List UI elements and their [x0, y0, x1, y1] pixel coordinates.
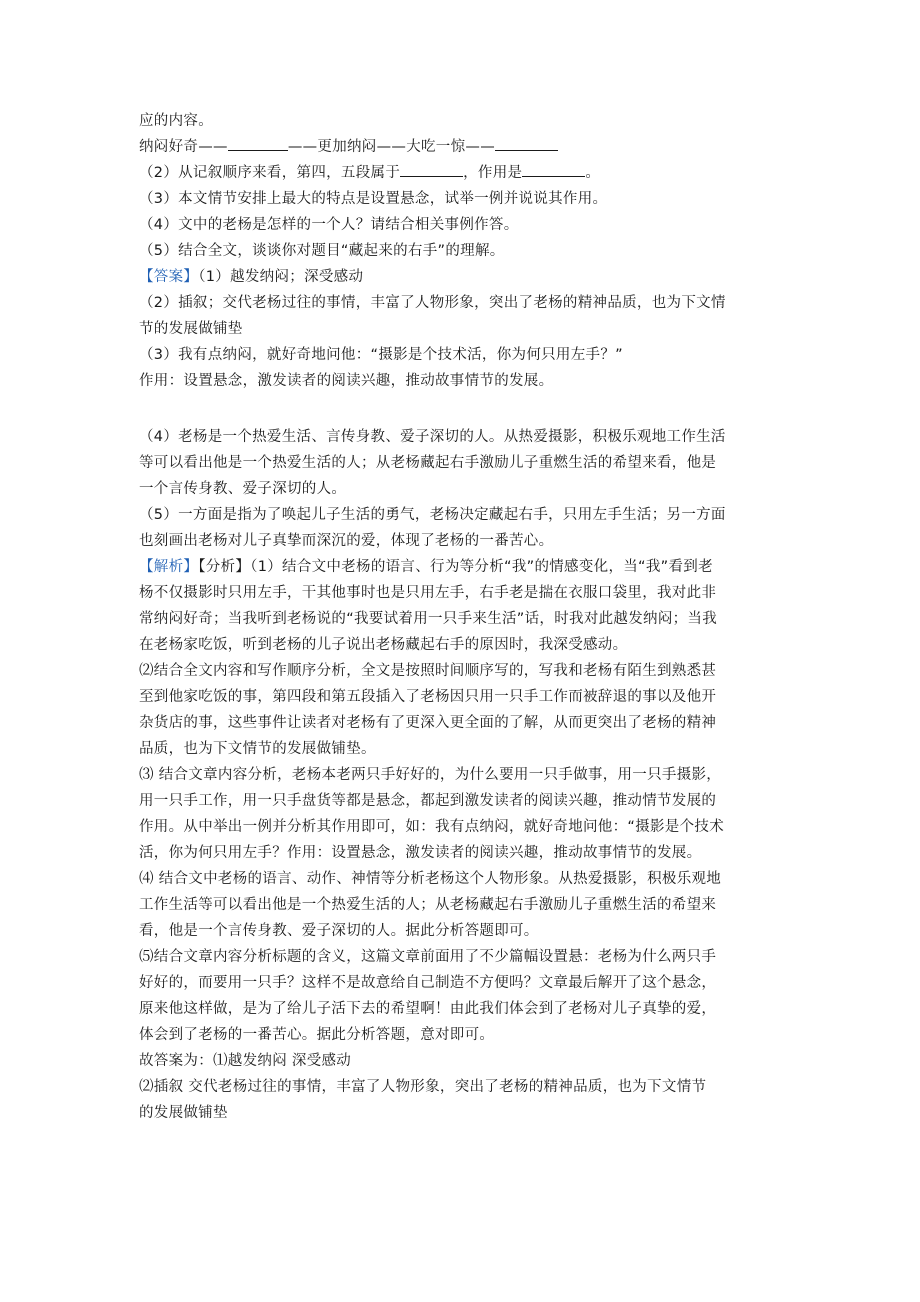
question-1-sequence [139, 134, 784, 160]
final-answer-2-line: 的发展做铺垫 [139, 1105, 228, 1121]
answer-1-text: （1）越发纳闷；深受感动 [198, 269, 364, 285]
spacer [139, 394, 784, 424]
document-page [139, 108, 784, 1126]
analysis-2-line: 杂货店的事，这些事件让读者对老杨有了更深入更全面的了解，从而更突出了老杨的精神 [139, 715, 717, 731]
analysis-2-line: 至到他家吃饭的事，第四段和第五段插入了老杨因只用一只手工作而被辞退的事以及他开 [139, 689, 717, 705]
q2-blank-1[interactable] [400, 160, 463, 177]
analysis-1-line: 在老杨家吃饭，听到老杨的儿子说出老杨藏起右手的原因时，我深受感动。 [139, 637, 628, 653]
q2-blank-2[interactable] [522, 160, 585, 177]
analysis-1-text: （1）结合文中老杨的语言、行为等分析“我”的情感变化，当“我”看到老 [250, 559, 713, 575]
q2-text-a: （2）从记叙顺序来看，第四，五段属于 [139, 165, 401, 181]
question-5: （5）结合全文，谈谈你对题目“藏起来的右手”的理解。 [139, 243, 505, 259]
answer-2-line: 节的发展做铺垫 [139, 321, 243, 337]
answer-tag: 【答案】 [139, 269, 199, 285]
analysis-3-line: ⑶ 结合文章内容分析，老杨本老两只手好好的，为什么要用一只手做事，用一只手摄影， [139, 767, 722, 783]
answer-5-line: （5）一方面是指为了唤起儿子生活的勇气，老杨决定藏起右手，只用左手生活；另一方面 [139, 507, 726, 523]
analysis-5-line: 原来他这样做，是为了给儿子活下去的希望啊！由此我们体会到了老杨对儿子真挚的爱， [139, 1001, 717, 1017]
q2-text-c: 。 [585, 165, 601, 181]
analysis-3-line: 作用。从中举出一例并分析其作用即可，如：我有点纳闷，就好奇地问他：“摄影是个技术 [139, 819, 725, 835]
fenxi-tag: 【分析】 [198, 559, 251, 575]
analysis-4-line: ⑷ 结合文中老杨的语言、动作、神情等分析老杨这个人物形象。从热爱摄影，积极乐观地 [139, 871, 722, 887]
analysis-3-line: 用一只手工作，用一只手盘货等都是悬念，都起到激发读者的阅读兴趣，推动情节发展的 [139, 793, 717, 809]
analysis-tag: 【解析】 [139, 559, 199, 575]
answer-3: （3）我有点纳闷，就好奇地问他：“摄影是个技术活，你为何只用左手？” [139, 347, 623, 363]
analysis-1-first [139, 554, 784, 580]
q1-blank-2[interactable] [495, 134, 558, 151]
answer-2-line: （2）插叙；交代老杨过往的事情，丰富了人物形象，突出了老杨的精神品质，也为下文情 [139, 295, 726, 311]
answer-1 [139, 264, 784, 290]
q2-text-b: ，作用是 [463, 165, 523, 181]
analysis-2-line: 品质，也为下文情节的发展做铺垫。 [139, 741, 376, 757]
q1-blank-1[interactable] [228, 134, 288, 151]
answer-4-line: （4）老杨是一个热爱生活、言传身教、爱子深切的人。从热爱摄影，积极乐观地工作生活 [139, 429, 726, 445]
analysis-1-line: 常纳闷好奇；当我听到老杨说的“我要试着用一只手来生活”话，时我对此越发纳闷；当我 [139, 611, 718, 627]
analysis-5-line: 体会到了老杨的一番苦心。据此分析答题，意对即可。 [139, 1027, 495, 1043]
final-answer-1: 故答案为：⑴越发纳闷 深受感动 [139, 1053, 352, 1069]
q1-text-b: ——更加纳闷——大吃一惊—— [287, 139, 496, 155]
question-4: （4）文中的老杨是怎样的一个人？请结合相关事例作答。 [139, 217, 519, 233]
analysis-4-line: 工作生活等可以看出他是一个热爱生活的人；从老杨藏起右手激励儿子重燃生活的希望来 [139, 897, 717, 913]
analysis-5-line: 好好的，而要用一只手？这样不是故意给自己制造不方便吗？文章最后解开了这个悬念， [139, 975, 717, 991]
analysis-5-line: ⑸结合文章内容分析标题的含义，这篇文章前面用了不少篇幅设置悬：老杨为什么两只手 [139, 949, 717, 965]
analysis-3-line: 活，你为何只用左手？作用：设置悬念，激发读者的阅读兴趣，推动故事情节的发展。 [139, 845, 702, 861]
answer-4-line: 一个言传身教、爱子深切的人。 [139, 481, 347, 497]
answer-5-line: 也刻画出老杨对儿子真挚而深沉的爱，体现了老杨的一番苦心。 [139, 533, 554, 549]
analysis-2-line: ⑵结合全文内容和写作顺序分析，全文是按照时间顺序写的，写我和老杨有陌生到熟悉甚 [139, 663, 717, 679]
question-intro-tail: 应的内容。 [139, 113, 213, 129]
answer-3-effect: 作用：设置悬念，激发读者的阅读兴趣，推动故事情节的发展。 [139, 373, 554, 389]
analysis-1-line: 杨不仅摄影时只用左手，干其他事时也是只用左手，右手老是揣在衣服口袋里，我对此非 [139, 585, 717, 601]
q1-text-a: 纳闷好奇—— [139, 139, 228, 155]
analysis-4-line: 看，他是一个言传身教、爱子深切的人。据此分析答题即可。 [139, 923, 539, 939]
final-answer-2-line: ⑵插叙 交代老杨过往的事情，丰富了人物形象，突出了老杨的精神品质，也为下文情节 [139, 1079, 707, 1095]
answer-4-line: 等可以看出他是一个热爱生活的人；从老杨藏起右手激励儿子重燃生活的希望来看，他是 [139, 455, 717, 471]
question-2 [139, 160, 784, 186]
question-3: （3）本文情节安排上最大的特点是设置悬念，试举一例并说说其作用。 [139, 191, 608, 207]
